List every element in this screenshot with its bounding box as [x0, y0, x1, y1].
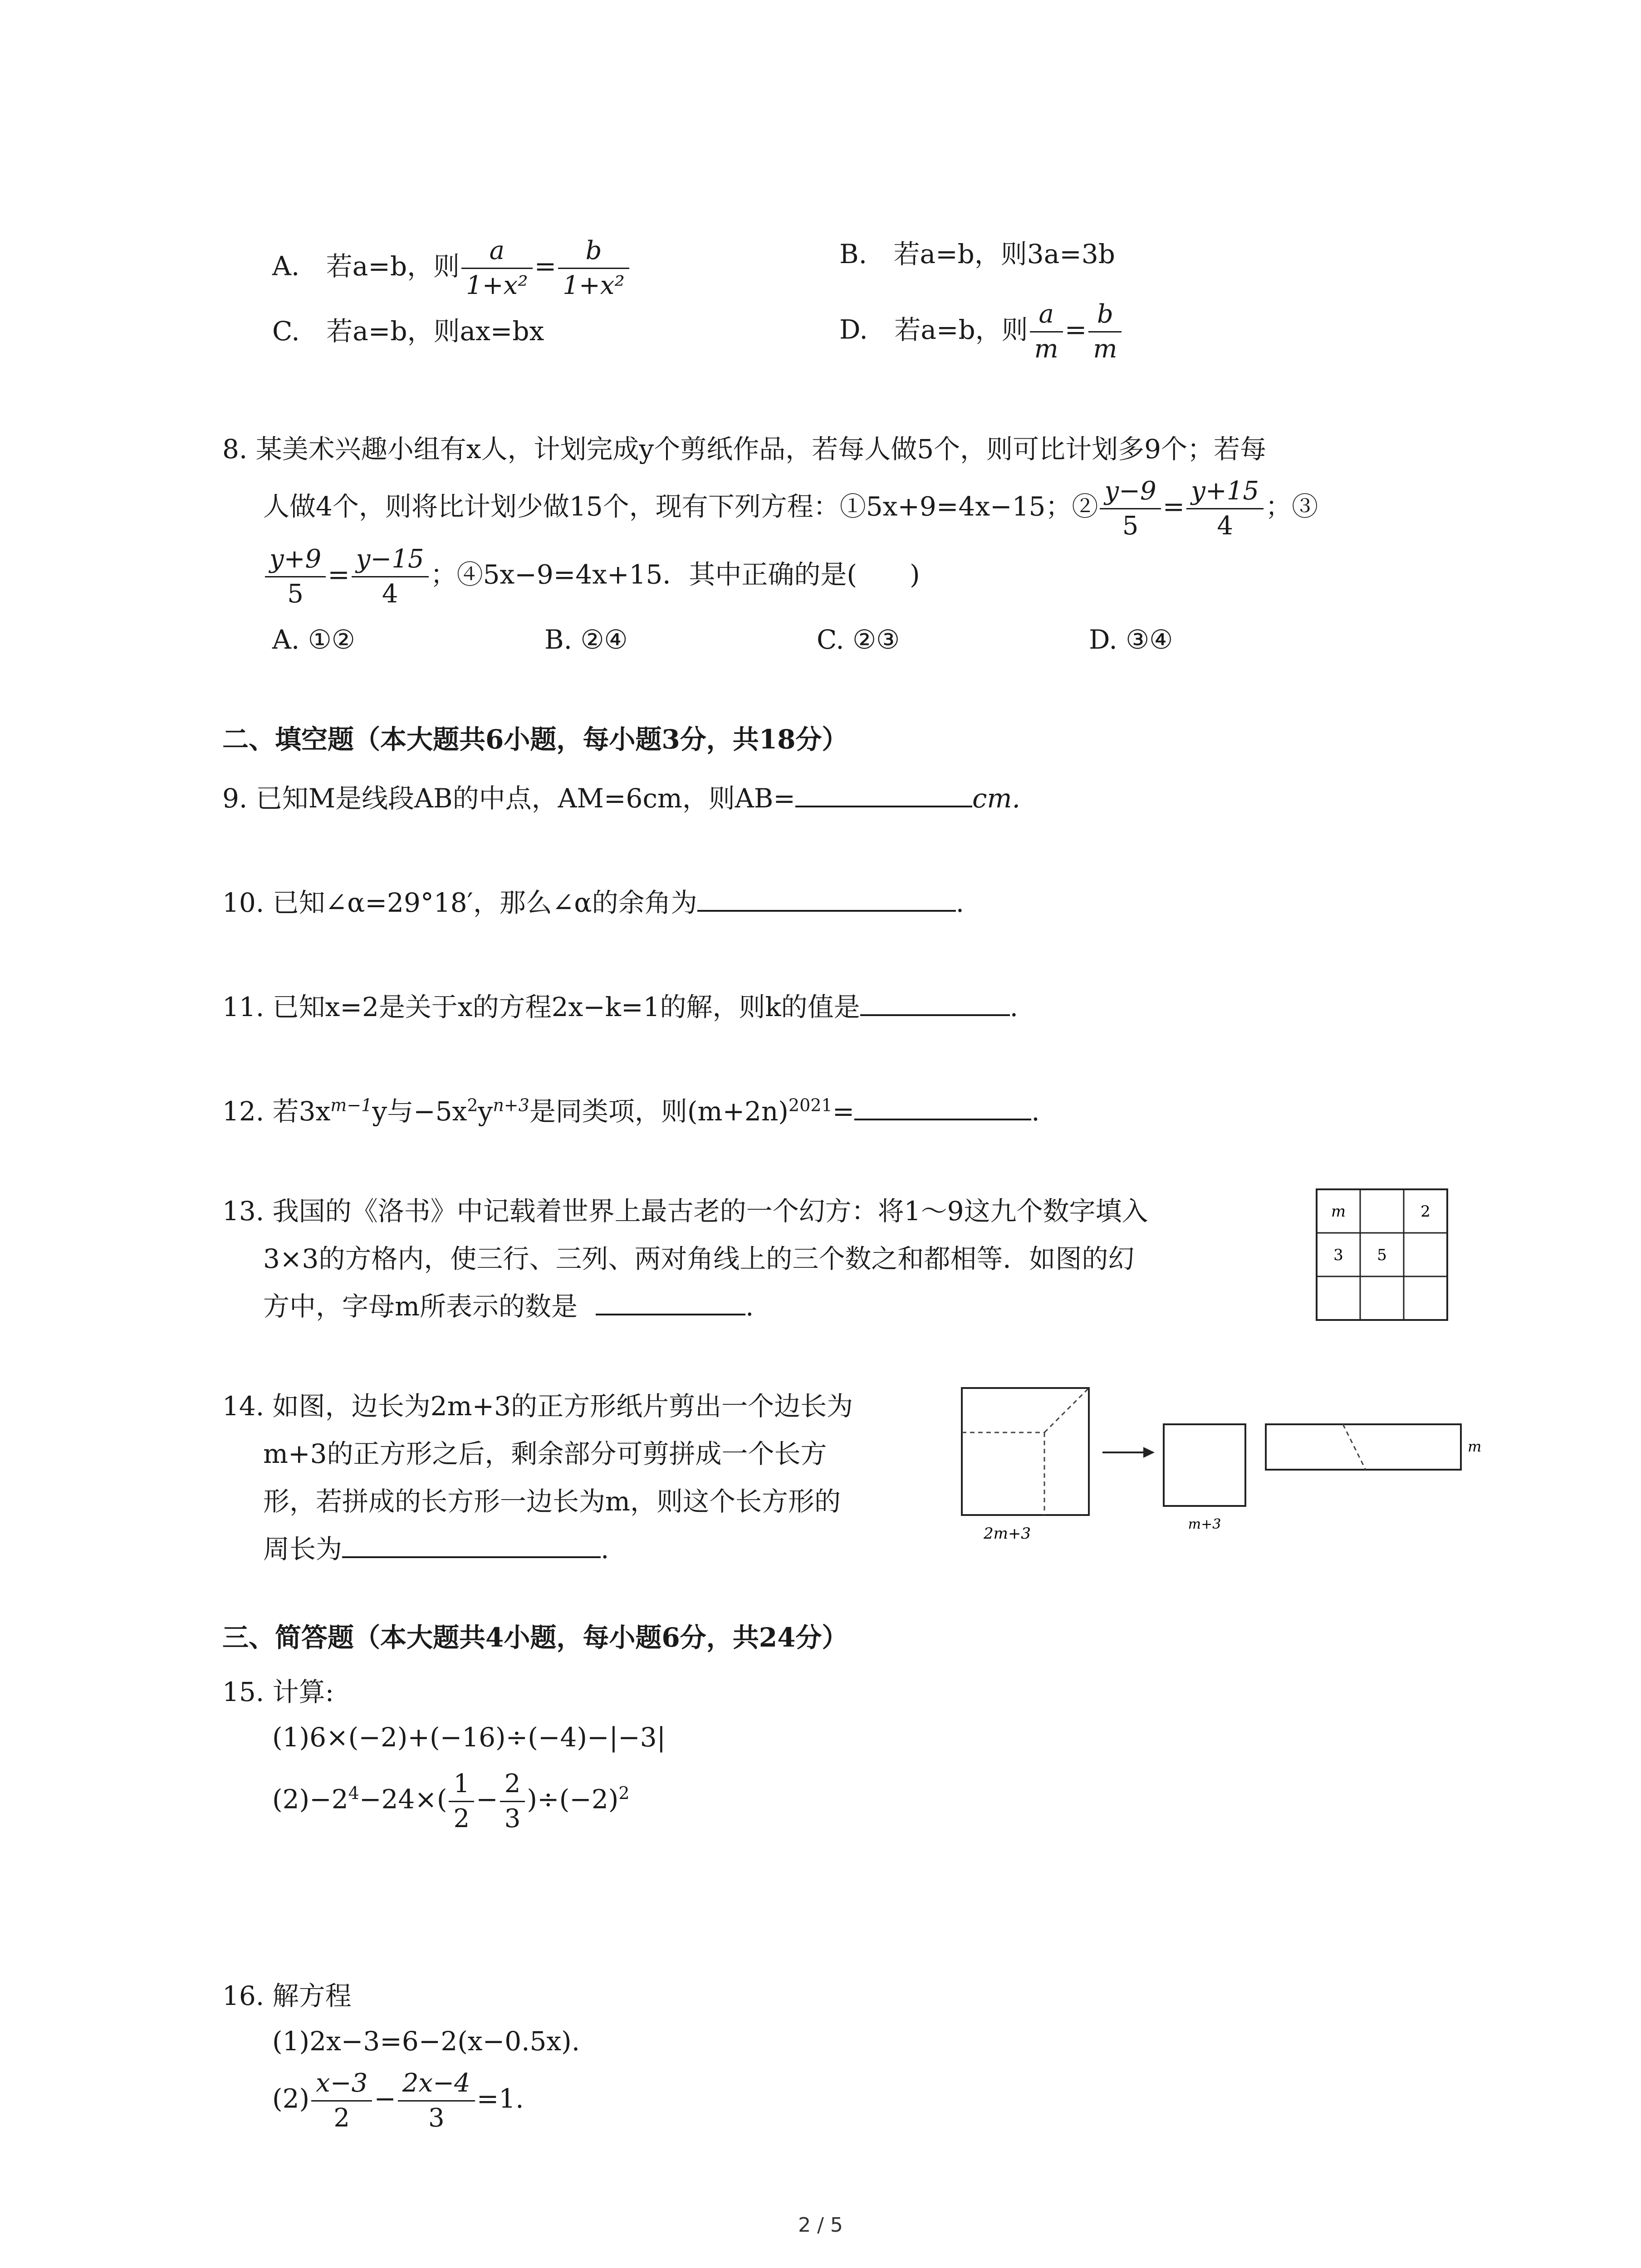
q14-line1: 14. 如图，边长为2m+3的正方形纸片剪出一个边长为 [222, 1391, 853, 1422]
cell-r2c2: 5 [1377, 1246, 1387, 1264]
square-cut-diagram [953, 1379, 1482, 1547]
q14-answer-blank[interactable] [342, 1552, 601, 1558]
q13-line2: 3×3的方格内，使三行、三列、两对角线上的三个数之和都相等．如图的幻 [263, 1243, 1135, 1274]
q15-title: 15. 计算: [222, 1677, 334, 1707]
magic-square-grid [1316, 1188, 1452, 1325]
cell-r1c1: m [1331, 1202, 1346, 1221]
q8-line2: 人做4个，则将比计划少做15个，现有下列方程：①5x+9=4x−15；② $\frac{y-9}{5}$ = $\frac{y+15}{4}$ ；③ [263, 476, 1318, 541]
q14-line3: 形，若拼成的长方形一边长为m，则这个长方形的 [263, 1486, 841, 1517]
square-cut-figure [953, 1379, 1482, 1549]
q15-part2: $(2)-2^4-24\times$( $\frac{1}{2}$ − $\frac{2}{3}$ )$\div(-2)^2$ [272, 1769, 630, 1833]
q16-title: 16. 解方程 [222, 1980, 352, 2011]
q13-answer-blank[interactable] [596, 1309, 745, 1315]
q9-answer-blank[interactable] [795, 801, 972, 807]
section2-title: 二、填空题（本大题共6小题，每小题3分，共18分） [222, 724, 848, 755]
q7-option-a: A. 若a=b，则 $\frac{a}{\text{1+x²}}$ = $\frac{b}{\text{1+x²}}$ [272, 236, 631, 301]
q7-option-c: C. 若a=b，则ax=bx [272, 316, 544, 347]
magic-square-figure [1316, 1188, 1452, 1326]
q15-part1: (1)6×(−2)+(−16)÷(−4)−|−3| [272, 1722, 666, 1753]
q10: 10. 已知∠α=29°18′，那么∠α的余角为 . [222, 887, 965, 918]
q8-option-d: D. ③④ [1089, 624, 1173, 655]
q16-part2: (2) $\frac{x-3}{2}$ − $\frac{2x-4}{3}$ =1. [272, 2068, 524, 2133]
q13-line1: 13. 我国的《洛书》中记载着世界上最古老的一个幻方：将1～9这九个数字填入 [222, 1196, 1148, 1227]
q14-line4: 周长为 . [263, 1534, 609, 1564]
section3-title: 三、简答题（本大题共4小题，每小题6分，共24分） [222, 1622, 848, 1653]
q8-option-a: A. ①② [272, 624, 355, 655]
label-m: m [1468, 1438, 1482, 1455]
label-m-plus-3: m+3 [1188, 1516, 1221, 1532]
label-2m-plus-3: 2m+3 [984, 1525, 1031, 1543]
q13-line3: 方中，字母m所表示的数是 . [263, 1291, 754, 1322]
cell-r1c3: 2 [1421, 1202, 1430, 1221]
q12-answer-blank[interactable] [854, 1114, 1031, 1120]
q7-option-b: B. 若a=b，则3a=3b [839, 239, 1115, 269]
q11: 11. 已知x=2是关于x的方程2x−k=1的解，则k的值是 . [222, 992, 1019, 1022]
q10-answer-blank[interactable] [697, 905, 956, 912]
q8-line1: 8. 某美术兴趣小组有x人，计划完成y个剪纸作品，若每人做5个，则可比计划多9个；若每 [222, 434, 1267, 464]
q14-line2: m+3的正方形之后，剩余部分可剪拼成一个长方 [263, 1438, 827, 1469]
cell-r2c1: 3 [1333, 1246, 1343, 1264]
q11-answer-blank[interactable] [860, 1010, 1010, 1016]
q12: 12. 若$3x^{m-1}y$与$-5x^2y^{n+3}$是同类项，则$(m+2n)^{2021}=$ . [222, 1095, 1040, 1127]
q8-option-b: B. ②④ [544, 624, 628, 655]
q8-option-c: C. ②③ [817, 624, 900, 655]
q9: 9. 已知M是线段AB的中点，AM=6cm，则AB= cm. [222, 783, 1020, 814]
q8-line3: $\frac{y+9}{5}$ = $\frac{y-15}{4}$ ；④5x−9=4x+15．其中正确的是( ) [263, 544, 920, 609]
page-number: 2 / 5 [798, 2214, 843, 2237]
q16-part1: (1)2x−3=6−2(x−0.5x). [272, 2026, 580, 2057]
q7-option-d: D. 若a=b，则 $\frac{a}{m}$ = $\frac{b}{m}$ [839, 299, 1123, 364]
